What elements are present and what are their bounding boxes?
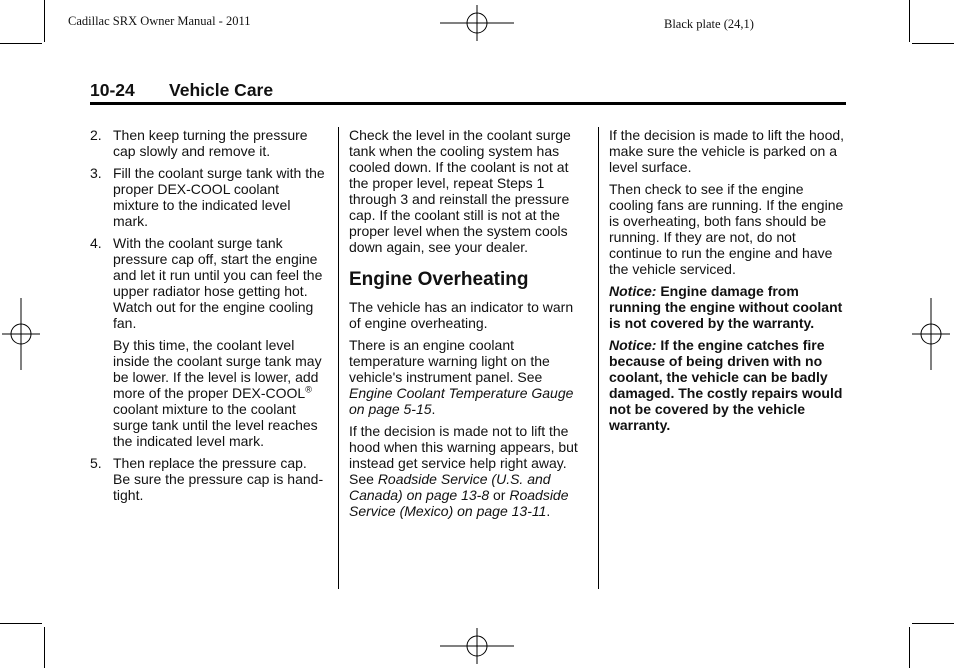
paragraph: The vehicle has an indicator to warn of engine overheating. xyxy=(349,299,574,331)
notice-text: If the engine catches fire because of being driven with no coolant, the vehicle can be badly damaged. The costly repairs would not be covered by the vehicle warranty. xyxy=(609,337,843,433)
paragraph: Check the level in the coolant surge tank when the cooling system has cooled down. If the coolant is not at the proper level, repeat Steps 1 through 3 and reinstall the pressure cap. If the coolant still is not at the proper level when the system cools down again, see your dealer. xyxy=(349,127,571,255)
registration-mark-right-icon xyxy=(912,298,950,370)
notice-paragraph xyxy=(609,283,845,331)
list-subparagraph xyxy=(90,337,326,449)
running-head xyxy=(90,80,846,104)
paragraph-text: . xyxy=(546,503,551,519)
crop-mark-br-h xyxy=(912,623,954,624)
list-number: 3. xyxy=(90,165,102,181)
paragraph-text: There is an engine coolant temperature warning light on the vehicle's instrument panel. See xyxy=(349,337,550,385)
crop-mark-tr-v xyxy=(909,0,910,42)
paragraph-text: or xyxy=(489,487,510,503)
crop-mark-br-v xyxy=(909,627,910,668)
cross-reference-link[interactable]: Roadside Service (Mexico) on page 13-11 xyxy=(349,487,569,519)
paragraph-text: If the decision is made not to lift the hood when this warning appears, but instead get service help right away. See xyxy=(349,423,578,487)
list-item xyxy=(90,235,326,331)
notice-paragraph xyxy=(609,337,845,433)
list-text: With the coolant surge tank pressure cap off, start the engine and let it run until you can feel the upper radiator hose getting hot. Watch out for the engine cooling fan. xyxy=(113,235,323,331)
list-item xyxy=(90,127,326,159)
list-number: 4. xyxy=(90,235,102,251)
crop-mark-tr-h xyxy=(912,43,954,44)
paragraph: If the decision is made to lift the hood, make sure the vehicle is parked on a level surface. xyxy=(609,127,845,175)
list-text: Then replace the pressure cap. Be sure the pressure cap is hand-tight. xyxy=(113,455,324,503)
list-number: 5. xyxy=(90,455,102,471)
subparagraph-text-b: coolant mixture to the coolant surge tank until the level reaches the indicated level mark. xyxy=(113,401,318,449)
crop-mark-tl-v xyxy=(44,0,45,42)
column-2 xyxy=(349,127,587,525)
cross-reference-link[interactable]: Engine Coolant Temperature Gauge on page 5-15 xyxy=(349,385,574,417)
page-number: 10-24 xyxy=(90,80,135,100)
paragraph: Then check to see if the engine cooling fans are running. If the engine is overheating, both fans should be running. If they are not, do not continue to run the engine and have the vehicle serviced. xyxy=(609,181,844,277)
column-divider-2 xyxy=(598,127,599,589)
notice-text: Engine damage from running the engine without coolant is not covered by the warranty. xyxy=(609,283,843,331)
crop-mark-bl-v xyxy=(44,627,45,668)
paragraph xyxy=(349,423,587,519)
list-item xyxy=(90,165,326,229)
column-divider-1 xyxy=(338,127,339,589)
registration-mark-top-icon xyxy=(440,5,514,41)
registration-mark-bottom-icon xyxy=(440,628,514,664)
registered-mark: ® xyxy=(305,384,312,395)
subparagraph-text-a: By this time, the coolant level inside the coolant surge tank may be lower. If the level is lower, add more of the proper DEX-COOL xyxy=(113,337,322,401)
list-number: 2. xyxy=(90,127,102,143)
paragraph xyxy=(349,337,587,417)
crop-mark-bl-h xyxy=(0,623,42,624)
list-text: Fill the coolant surge tank with the proper DEX-COOL coolant mixture to the indicated level mark. xyxy=(113,165,325,229)
paragraph-text: . xyxy=(431,401,436,417)
crop-mark-tl-h xyxy=(0,43,42,44)
header-rule xyxy=(90,102,846,105)
column-3 xyxy=(609,127,845,439)
section-heading: Engine Overheating xyxy=(349,269,529,290)
list-text: Then keep turning the pressure cap slowly and remove it. xyxy=(113,127,308,159)
plate-number: Black plate (24,1) xyxy=(664,17,754,31)
registration-mark-left-icon xyxy=(2,298,40,370)
list-item xyxy=(90,455,326,503)
cross-reference-link[interactable]: Roadside Service (U.S. and Canada) on page 13-8 xyxy=(349,471,551,503)
column-1 xyxy=(90,127,326,509)
notice-label: Notice: xyxy=(609,337,657,353)
notice-label: Notice: xyxy=(609,283,657,299)
plate-title: Cadillac SRX Owner Manual - 2011 xyxy=(68,14,251,28)
section-title: Vehicle Care xyxy=(169,80,274,100)
